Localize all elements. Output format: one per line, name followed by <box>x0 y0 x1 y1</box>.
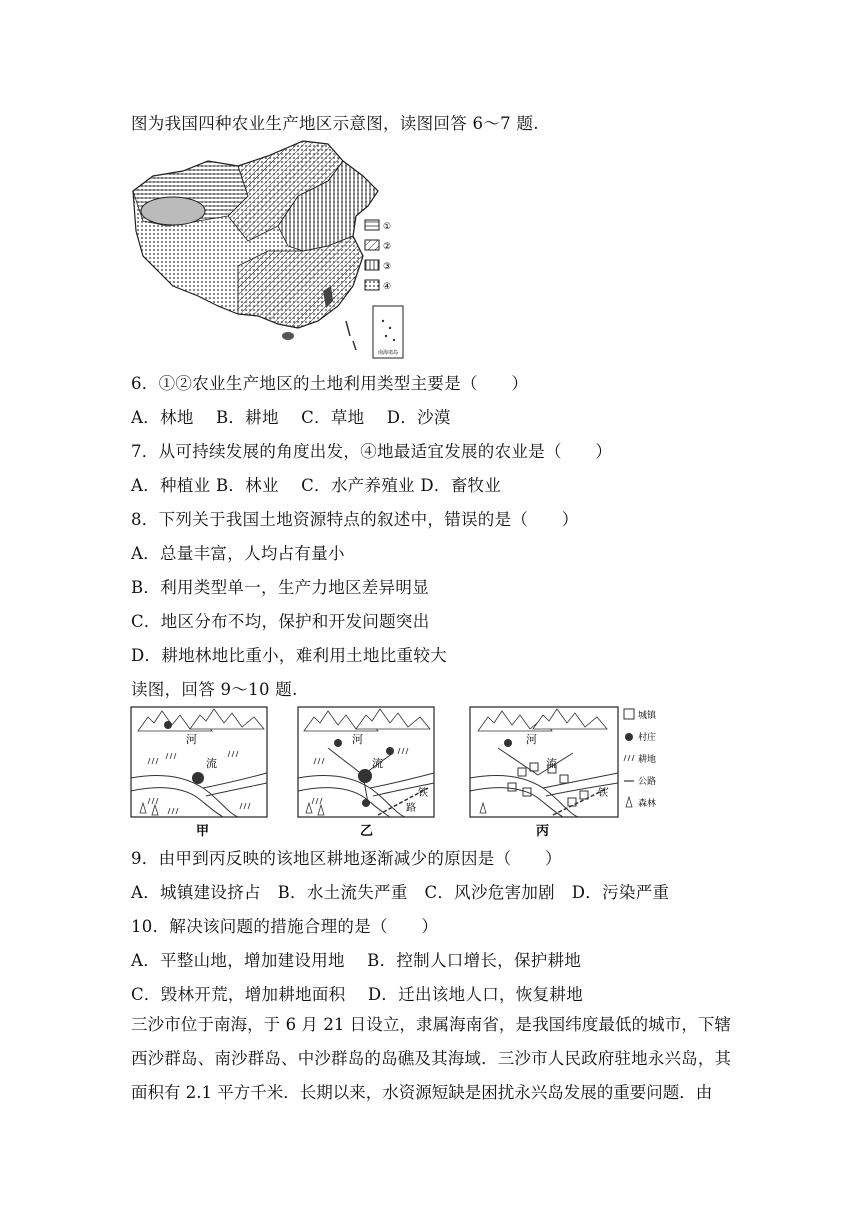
q8-option-a: A．总量丰富，人均占有量小 <box>131 544 345 563</box>
intro-6-7: 图为我国四种农业生产地区示意图，读图回答 6～7 题. <box>131 114 539 133</box>
legend-road: 公路 <box>638 777 657 787</box>
river-label-2: 流 <box>206 757 217 770</box>
inset-label: 南海诸岛 <box>377 350 399 356</box>
legend-2: ② <box>383 242 392 252</box>
q9-options: A．城镇建设挤占 B．水土流失严重 C．风沙危害加剧 D．污染严重 <box>131 883 670 902</box>
river-label-1: 河 <box>352 733 363 746</box>
land-use-panels <box>128 703 668 840</box>
river-label-2: 流 <box>372 757 383 770</box>
q6-stem: 6．①②农业生产地区的土地利用类型主要是（ ） <box>131 374 529 393</box>
q7-stem: 7．从可持续发展的角度出发，④地最适宜发展的农业是（ ） <box>131 442 613 461</box>
q8-option-d: D．耕地林地比重小，难利用土地比重较大 <box>131 646 447 665</box>
panel-jia <box>131 707 267 839</box>
q10-options-cd: C．毁林开荒，增加耕地面积 D．迁出该地人口，恢复耕地 <box>131 985 583 1004</box>
q10-options-ab: A．平整山地，增加建设用地 B．控制人口增长，保护耕地 <box>131 951 582 970</box>
river-label-1: 河 <box>526 733 537 746</box>
q8-option-b: B．利用类型单一，生产力地区差异明显 <box>131 578 430 597</box>
road-label: 路 <box>406 803 416 814</box>
legend-forest: 森林 <box>638 799 657 809</box>
rail-label: 铁 <box>418 788 428 799</box>
panel-yi <box>298 707 434 839</box>
river-label-1: 河 <box>186 733 197 746</box>
legend-farmland: 耕地 <box>638 755 657 765</box>
q8-stem: 8．下列关于我国土地资源特点的叙述中，错误的是（ ） <box>131 510 579 529</box>
china-agriculture-map <box>128 136 413 361</box>
panel-legend <box>624 709 657 809</box>
panel-bing <box>470 707 618 839</box>
q6-options: A．林地 B．耕地 C．草地 D．沙漠 <box>131 408 451 427</box>
intro-9-10: 读图，回答 9～10 题. <box>131 680 298 699</box>
q9-stem: 9．由甲到丙反映的该地区耕地逐渐减少的原因是（ ） <box>131 849 562 868</box>
legend-village: 村庄 <box>638 733 657 743</box>
q7-options: A．种植业 B．林业 C．水产养殖业 D．畜牧业 <box>131 476 502 495</box>
river-label-2: 流 <box>546 757 557 770</box>
q10-stem: 10．解决该问题的措施合理的是（ ） <box>131 917 439 936</box>
panel-label-jia: 甲 <box>196 824 210 839</box>
panel-label-bing: 丙 <box>536 824 550 839</box>
legend-1: ① <box>383 222 392 232</box>
q8-option-c: C．地区分布不均，保护和开发问题突出 <box>131 612 430 631</box>
rail-label: 铁 <box>598 788 608 799</box>
legend-town: 城镇 <box>638 711 657 721</box>
legend-4: ④ <box>383 282 392 292</box>
legend-3: ③ <box>383 262 392 272</box>
sansha-passage: 三沙市位于南海，于 6 月 21 日设立，隶属海南省，是我国纬度最低的城市，下辖西沙群岛、南沙群岛、中沙群岛的岛礁及其海域．三沙市人民政府驻地永兴岛，其面积有 2.1 平方千米．长期以来，水资源短缺是困扰永兴岛发展的重要问题．由 <box>131 1015 731 1102</box>
panel-label-yi: 乙 <box>360 824 374 839</box>
